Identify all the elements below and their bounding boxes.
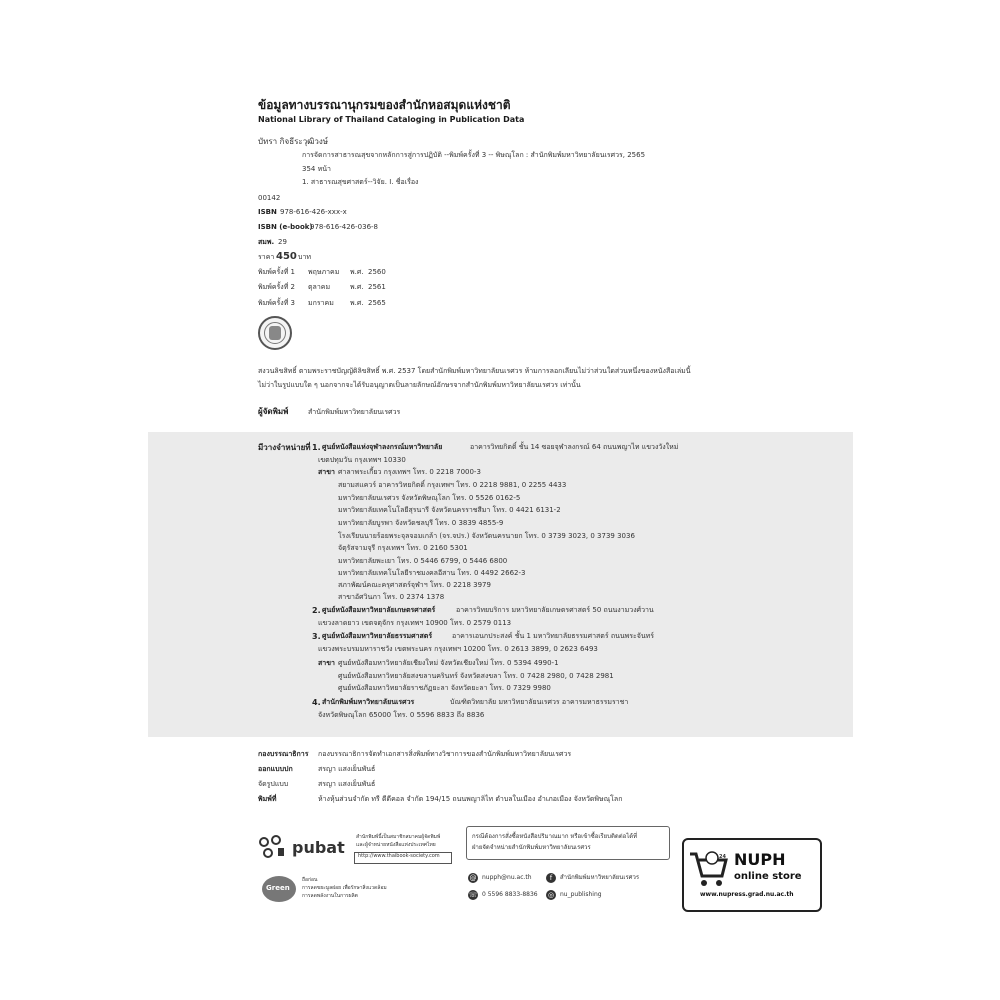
edition-1-era: พ.ศ. xyxy=(350,268,364,276)
printer-label: พิมพ์ที่ xyxy=(258,795,277,803)
green-text-3: การลดพลังงานในการผลิต xyxy=(302,893,358,899)
price-value: 450 xyxy=(276,251,297,262)
isbn-ebook-value: 978-616-426-036-8 xyxy=(310,223,379,231)
edition-1-month: พฤษภาคม xyxy=(308,268,340,276)
price-unit: บาท xyxy=(298,253,311,261)
cart-badge: 24 xyxy=(719,854,726,860)
store-url[interactable]: www.nupress.grad.nu.ac.th xyxy=(700,891,794,898)
distributor-1-branch-4: มหาวิทยาลัยเทคโนโลยีสุรนารี จังหวัดนครราชสีมา โทร. 0 4421 6131-2 xyxy=(338,506,561,514)
bulk-order-box xyxy=(466,826,670,860)
distributor-2-address-line-2: แขวงลาดยาว เขตจตุจักร กรุงเทพฯ 10900 โทร. 0 2579 0113 xyxy=(318,619,512,627)
cover-design-value: สรญา แสงเย็นพันธ์ xyxy=(318,765,376,773)
edition-2-year: 2561 xyxy=(368,283,386,291)
store-subtitle: online store xyxy=(734,871,802,882)
distributor-4-name: สำนักพิมพ์มหาวิทยาลัยนเรศวร xyxy=(322,698,415,706)
distributor-3-address: อาคารเอนกประสงค์ ชั้น 1 มหาวิทยาลัยธรรมศาสตร์ ถนนพระจันทร์ xyxy=(452,632,655,640)
bulk-order-text-2: ฝ่ายจัดจำหน่ายสำนักพิมพ์มหาวิทยาลัยนเรศวร xyxy=(472,844,591,851)
edition-2-month: ตุลาคม xyxy=(308,283,331,291)
email-link[interactable]: nupph@nu.ac.th xyxy=(482,874,532,881)
distributor-3-branch-1: ศูนย์หนังสือมหาวิทยาลัยเชียงใหม่ จังหวัดเชียงใหม่ โทร. 0 5394 4990-1 xyxy=(338,659,559,667)
distributor-2-number: 2. xyxy=(312,606,321,615)
catalog-heading-english: National Library of Thailand Cataloging in Publication Data xyxy=(258,115,525,124)
distributor-4-address-line-2: จังหวัดพิษณุโลก 65000 โทร. 0 5596 8833 ถึง 8836 xyxy=(318,711,485,719)
distributor-3-branch-3: ศูนย์หนังสือมหาวิทยาลัยราชภัฏยะลา จังหวัดยะลา โทร. 0 7329 9980 xyxy=(338,684,551,692)
phone-number: 0 5596 8833-8836 xyxy=(482,891,538,898)
distributor-1-branch-8: มหาวิทยาลัยพะเยา โทร. 0 5446 6799, 0 5446 6800 xyxy=(338,557,508,565)
green-text-2: การลดขยะมูลฝอย เพื่อรักษาสิ่งแวดล้อม xyxy=(302,885,387,891)
catalog-heading-thai: ข้อมูลทางบรรณานุกรมของสำนักหอสมุดแห่งชาติ xyxy=(258,98,511,112)
edition-3-month: มกราคม xyxy=(308,299,334,307)
printer-value: ห้างหุ้นส่วนจำกัด ทรี ดีดีคอล จำกัด 194/15 ถนนพญาลิไท ตำบลในเมือง อำเภอเมือง จังหวัดพิษณุโลก xyxy=(318,795,623,803)
distributor-1-address-line-2: เขตปทุมวัน กรุงเทพฯ 10330 xyxy=(318,456,406,464)
pubat-logo-icon xyxy=(258,834,288,860)
pubat-member-text-2: และผู้จำหน่ายหนังสือแห่งประเทศไทย xyxy=(356,842,436,848)
distributor-1-branch-3: มหาวิทยาลัยนเรศวร จังหวัดพิษณุโลก โทร. 0 5526 0162-5 xyxy=(338,494,521,502)
phone-icon: ☏ xyxy=(468,891,478,899)
edition-3-era: พ.ศ. xyxy=(350,299,364,307)
edition-3-year: 2565 xyxy=(368,299,386,307)
distributor-4-number: 4. xyxy=(312,698,321,707)
price-label: ราคา xyxy=(258,253,275,261)
isbn-ebook-label: ISBN (e-book) xyxy=(258,223,313,231)
editorial-label: กองบรรณาธิการ xyxy=(258,750,309,758)
bulk-order-text-1: กรณีต้องการสั่งซื้อหนังสือปริมาณมาก หรือเข้าซื้อเรียบติดต่อได้ที่ xyxy=(472,833,638,840)
series-value: 29 xyxy=(278,238,287,246)
publisher-label: ผู้จัดพิมพ์ xyxy=(258,407,289,416)
isbn-label: ISBN xyxy=(258,208,277,216)
distributor-2-address: อาคารวิทยบริการ มหาวิทยาลัยเกษตรศาสตร์ 50 ถนนงามวงศ์วาน xyxy=(456,606,654,614)
distributor-1-branch-9: มหาวิทยาลัยเทคโนโลยีราชมงคลอีสาน โทร. 0 4492 2662-3 xyxy=(338,569,526,577)
edition-2-era: พ.ศ. xyxy=(350,283,364,291)
distributor-1-branch-5: มหาวิทยาลัยบูรพา จังหวัดชลบุรี โทร. 0 3839 4855-9 xyxy=(338,519,504,527)
distributor-1-address: อาคารวิทยกิตติ์ ชั้น 14 ซอยจุฬาลงกรณ์ 64 ถนนพญาไท แขวงวังใหม่ xyxy=(470,443,679,451)
isbn-value: 978-616-426-xxx-x xyxy=(280,208,347,216)
distributor-3-number: 3. xyxy=(312,632,321,641)
edition-2-label: พิมพ์ครั้งที่ 2 xyxy=(258,283,295,291)
facebook-link[interactable]: สำนักพิมพ์มหาวิทยาลัยนเรศวร xyxy=(560,874,640,881)
distributor-1-branch-label: สาขา xyxy=(318,468,335,476)
pages: 354 หน้า xyxy=(302,165,331,173)
green-text-1: ถือก่อน xyxy=(302,877,318,883)
edition-3-label: พิมพ์ครั้งที่ 3 xyxy=(258,299,295,307)
store-brand: NUPH xyxy=(734,850,786,869)
distributor-1-branch-11: สาขาอัศวินภา โทร. 0 2374 1378 xyxy=(338,593,445,601)
distributor-4-address: บัณฑิตวิทยาลัย มหาวิทยาลัยนเรศวร อาคารมหาธรรมราชา xyxy=(450,698,629,706)
layout-value: สรญา แสงเย็นพันธ์ xyxy=(318,780,376,788)
distribution-label: มีวางจำหน่ายที่ xyxy=(258,443,311,452)
distributor-1-number: 1. xyxy=(312,443,321,452)
series-label: สมพ. xyxy=(258,238,275,246)
distributor-1-branch-7: จัตุรัสจามจุรี กรุงเทพฯ โทร. 0 2160 5301 xyxy=(338,544,468,552)
distributor-1-branch-10: สภาพัฒน์คณะครุศาสตร์จุฬาฯ โทร. 0 2218 3979 xyxy=(338,581,491,589)
title-statement: การจัดการสาธารณสุขจากหลักการสู่การปฏิบัติ --พิมพ์ครั้งที่ 3 -- พิษณุโลก : สำนักพิมพ์มหาวิทยาลัยนเรศวร, 2565 xyxy=(302,151,646,159)
distributor-1-branch-2: สยามสแควร์ อาคารวิทยกิตติ์ กรุงเทพฯ โทร. 0 2218 9881, 0 2255 4433 xyxy=(338,481,567,489)
green-label-logo-text: Green xyxy=(266,884,290,892)
distributor-1-branch-1: ศาลาพระเกี้ยว กรุงเทพฯ โทร. 0 2218 7000-3 xyxy=(338,468,481,476)
distributor-1-branch-6: โรงเรียนนายร้อยพระจุลจอมเกล้า (จร.จปร.) จังหวัดนครนายก โทร. 0 3739 3023, 0 3739 3036 xyxy=(338,532,635,540)
layout-label: จัดรูปแบบ xyxy=(258,780,289,788)
distributor-3-branch-label: สาขา xyxy=(318,659,335,667)
publisher-value: สำนักพิมพ์มหาวิทยาลัยนเรศวร xyxy=(308,408,401,416)
copyright-line-1: สงวนลิขสิทธิ์ ตามพระราชบัญญัติลิขสิทธิ์ พ.ศ. 2537 โดยสำนักพิมพ์มหาวิทยาลัยนเรศวร ห้ามการลอกเลียนไม่ว่าส่วนใดส่วนหนึ่งของหนังสือเล่มนี้ xyxy=(258,367,691,375)
shopping-cart-icon xyxy=(688,846,728,890)
subjects: 1. สาธารณสุขศาสตร์--วิจัย. I. ชื่อเรื่อง xyxy=(302,178,419,186)
editorial-value: กองบรรณาธิการจัดทำเอกสารสิ่งพิมพ์ทางวิชาการของสำนักพิมพ์มหาวิทยาลัยนเรศวร xyxy=(318,750,572,758)
distributor-3-branch-2: ศูนย์หนังสือมหาวิทยาลัยสงขลานครินทร์ จังหวัดสงขลา โทร. 0 7428 2980, 0 7428 2981 xyxy=(338,672,614,680)
author: บัทรา กิจธีระวุฒิวงษ์ xyxy=(258,137,329,146)
university-seal-icon xyxy=(258,316,292,350)
pubat-url-link[interactable]: http://www.thaibook-society.com xyxy=(358,853,440,859)
distributor-3-address-line-2: แขวงพระบรมมหาราชวัง เขตพระนคร กรุงเทพฯ 10200 โทร. 0 2613 3899, 0 2623 6493 xyxy=(318,645,598,653)
edition-1-year: 2560 xyxy=(368,268,386,276)
pubat-logo-text: pubat xyxy=(292,838,345,857)
distributor-2-name: ศูนย์หนังสือมหาวิทยาลัยเกษตรศาสตร์ xyxy=(322,606,436,614)
copyright-line-2: ไม่ว่าในรูปแบบใด ๆ นอกจากจะได้รับอนุญาตเป็นลายลักษณ์อักษรจากสำนักพิมพ์มหาวิทยาลัยนเรศวร เท่านั้น xyxy=(258,381,581,389)
class-number: 00142 xyxy=(258,194,281,202)
social-icon: ◎ xyxy=(547,891,555,899)
distributor-1-name: ศูนย์หนังสือแห่งจุฬาลงกรณ์มหาวิทยาลัย xyxy=(322,443,443,451)
pubat-member-text-1: สำนักพิมพ์นี้เป็นสมาชิกสมาคมผู้จัดพิมพ์ xyxy=(356,834,441,840)
social-handle[interactable]: nu_publishing xyxy=(560,891,602,898)
distributor-3-name: ศูนย์หนังสือมหาวิทยาลัยธรรมศาสตร์ xyxy=(322,632,433,640)
cover-design-label: ออกแบบปก xyxy=(258,765,293,773)
edition-1-label: พิมพ์ครั้งที่ 1 xyxy=(258,268,295,276)
email-icon: @ xyxy=(469,874,477,882)
facebook-icon: f xyxy=(546,873,556,883)
